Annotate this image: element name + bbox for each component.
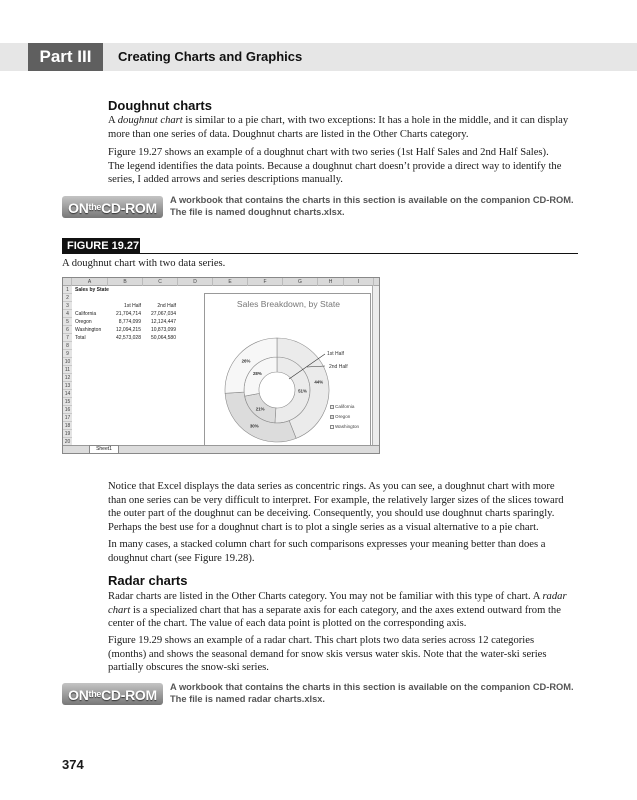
series-label-1st-half: 1st Half [327, 351, 344, 357]
row-header[interactable]: 9 [63, 350, 72, 358]
column-header[interactable]: F [248, 278, 283, 286]
row-header[interactable]: 2 [63, 294, 72, 302]
doughnut-data-label: 26% [241, 358, 251, 364]
text-line: chart is a specialized chart that has a separate axis for each category, and the axes extend outward from the [108, 604, 561, 616]
column-header[interactable]: I [344, 278, 374, 286]
row-header[interactable]: 6 [63, 326, 72, 334]
value-cell[interactable]: 42,573,028 [115, 335, 141, 341]
column-header[interactable]: G [283, 278, 318, 286]
value-cell[interactable]: 10,873,099 [150, 327, 176, 333]
value-cell[interactable]: 12,124,447 [150, 319, 176, 325]
column-header[interactable]: B [108, 278, 143, 286]
text-line: Radar charts are listed in the Other Charts category. You may not be familiar with this type of chart. A radar [108, 591, 567, 602]
paragraph-radar-figure [108, 634, 578, 675]
text-line: A workbook that contains the charts in this section is available on the companion CD-ROM. [170, 195, 574, 205]
header-cell-1st-half[interactable]: 1st Half [124, 303, 141, 309]
text-line: Perhaps the best use for a doughnut chart is to plot a single series as a visual alternative to a pie chart. [108, 522, 539, 534]
paragraph-stacked-column [108, 538, 578, 565]
doughnut-chart[interactable] [204, 293, 371, 446]
state-cell[interactable]: Washington [75, 327, 102, 333]
legend-item[interactable]: California [330, 404, 354, 409]
state-cell[interactable]: Total [75, 335, 86, 341]
cdrom-note [170, 681, 590, 705]
series-label-2nd-half: 2nd Half [329, 364, 348, 370]
value-cell[interactable]: 12,094,215 [115, 327, 141, 333]
corner-cell [63, 278, 72, 286]
on-the-cdrom-badge: $ON^{the}CD$-ROM [62, 196, 163, 218]
row-header[interactable]: 11 [64, 367, 71, 373]
row-header[interactable]: 14 [64, 391, 71, 397]
text-line: Notice that Excel displays the data series as concentric rings. As you can see, a doughnut chart with more [108, 481, 555, 492]
sheet-tab-bar [63, 445, 380, 453]
legend-swatch [330, 425, 334, 429]
row-header[interactable]: 3 [63, 302, 72, 310]
column-header-row [63, 278, 380, 286]
paragraph-figure-ref [108, 146, 578, 187]
term-chart: chart [108, 604, 131, 616]
state-cell[interactable]: California [75, 311, 97, 317]
sheet-tab[interactable]: Sheet1 [89, 445, 119, 453]
row-header[interactable]: 10 [64, 359, 71, 365]
paragraph-doughnut-intro [108, 114, 578, 141]
text-line: the outer part of the doughnut can be deceiving. Consequently, you should use doughnut charts sparingly. [108, 508, 555, 520]
state-cell[interactable]: Oregon [75, 319, 92, 325]
sheet-title-cell[interactable]: Sales by State [75, 287, 109, 293]
text-line: A doughnut chart is similar to a pie chart, with two exceptions: It has a hole in the middle, and it can display [108, 115, 569, 126]
value-cell[interactable]: 8,774,099 [118, 319, 141, 325]
text-line: The file is named radar charts.xlsx. [170, 694, 326, 704]
text-line: In many cases, a stacked column chart for such comparisons expresses your meaning better than does a [108, 539, 546, 550]
text-line: than one series can be very difficult to interpret. For example, the relatively larger sizes of the slices toward [108, 494, 564, 506]
row-header[interactable]: 20 [64, 439, 71, 445]
text-line: center of the chart. The value of each data point is plotted on the corresponding axis. [108, 618, 467, 630]
row-header[interactable]: 1 [63, 286, 72, 294]
text-line: partially obscures the snow-ski series. [108, 662, 269, 674]
text-line: (months) and shows the seasonal demand for snow skis versus water skis. Note that the water-ski series [108, 648, 547, 660]
row-header[interactable]: 16 [64, 407, 71, 413]
section-heading-radar: Radar charts [108, 573, 188, 588]
doughnut-data-label: 21% [255, 406, 265, 412]
vertical-scrollbar[interactable] [372, 286, 379, 446]
row-header[interactable]: 4 [63, 310, 72, 318]
figure-label: FIGURE 19.27 [62, 238, 140, 254]
row-header[interactable]: 19 [64, 431, 71, 437]
row-header[interactable]: 15 [64, 399, 71, 405]
row-header[interactable]: 8 [63, 342, 72, 350]
header-cell-2nd-half[interactable]: 2nd Half [157, 303, 176, 309]
text-line: The file is named doughnut charts.xlsx. [170, 207, 345, 217]
text-line: Figure 19.27 shows an example of a doughnut chart with two series (1st Half Sales and 2nd Half Sales). [108, 147, 549, 158]
column-header[interactable]: D [178, 278, 213, 286]
text-line: doughnut chart (see Figure 19.28). [108, 552, 255, 564]
section-heading-doughnut: Doughnut charts [108, 98, 212, 113]
row-header[interactable]: 17 [64, 415, 71, 421]
column-header[interactable]: C [143, 278, 178, 286]
text-line: series, I added arrows and series descriptions manually. [108, 174, 343, 186]
column-header[interactable]: H [318, 278, 344, 286]
legend-swatch [330, 405, 334, 409]
excel-screenshot [62, 277, 380, 454]
doughnut-data-label: 28% [252, 371, 262, 377]
value-cell[interactable]: 27,067,034 [150, 311, 176, 317]
doughnut-data-label: 51% [298, 388, 307, 394]
legend-item[interactable]: Washington [330, 424, 359, 429]
doughnut-data-label: 44% [314, 379, 324, 385]
figure-caption: A doughnut chart with two data series. [62, 258, 226, 269]
figure-rule [140, 253, 578, 254]
text-line: The legend identifies the data points. Because a doughnut chart doesn’t provide a direct way to identify the [108, 160, 562, 172]
row-header[interactable]: 13 [64, 383, 71, 389]
cdrom-note [170, 194, 590, 218]
part-label: Part III [28, 43, 103, 71]
text-line: A workbook that contains the charts in this section is available on the companion CD-ROM. [170, 682, 574, 692]
doughnut-data-label: 30% [249, 423, 259, 429]
value-cell[interactable]: 21,704,714 [115, 311, 141, 317]
paragraph-concentric [108, 480, 578, 535]
chart-title: Sales Breakdown, by State [236, 299, 341, 309]
term-radar: radar [542, 591, 567, 602]
row-header[interactable]: 5 [63, 318, 72, 326]
page-number: 374 [62, 757, 84, 772]
part-title: Creating Charts and Graphics [118, 49, 303, 64]
row-header[interactable]: 18 [64, 423, 71, 429]
legend-item[interactable]: Oregon [330, 414, 350, 419]
on-the-cdrom-badge: $ON^{the}CD$-ROM [62, 683, 163, 705]
column-header[interactable]: A [72, 278, 108, 286]
text-line: more than one series of data. Doughnut charts are listed in the Other Charts category. [108, 128, 469, 140]
paragraph-radar-intro [108, 590, 578, 631]
column-header[interactable]: E [213, 278, 248, 286]
value-cell[interactable]: 50,064,580 [150, 335, 176, 341]
row-header[interactable]: 12 [64, 375, 71, 381]
row-header[interactable]: 7 [63, 334, 72, 342]
term-doughnut-chart: doughnut chart [117, 115, 183, 126]
text-line: Figure 19.29 shows an example of a radar chart. This chart plots two data series across 12 categories [108, 635, 535, 646]
legend-swatch [330, 415, 334, 419]
